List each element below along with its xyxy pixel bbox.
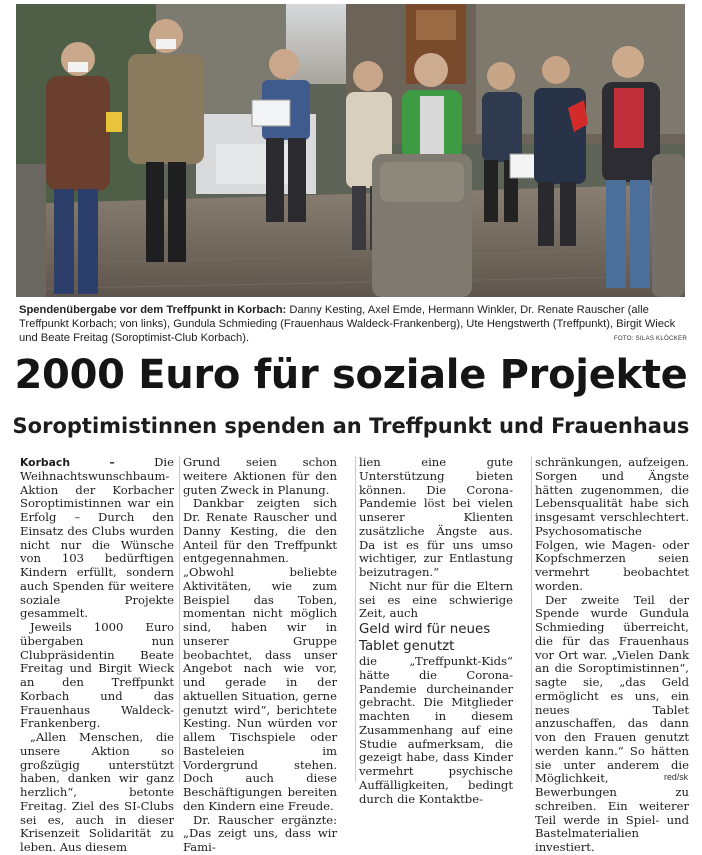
headline: 2000 Euro für soziale Projekte bbox=[14, 352, 688, 398]
subheading: Geld wird für neues Tablet genutzt bbox=[359, 622, 491, 654]
caption-text: Danny Kesting, Axel Emde, Hermann Winkler, Dr. Renate Rauscher (alle Treffpunkt Korbach; von links), Gundula Schmieding (Frauenhaus Waldeck-Frankenberg), Ute Hengstwerth (Treffpunkt), Birgit Wieck und Beate Freitag (Soroptimist-Club Korbach). bbox=[19, 304, 676, 345]
column-3 bbox=[359, 456, 513, 806]
paragraph: „Allen Menschen, die unsere Aktion so großzügig unterstützt haben, danken wir ganz herzlich“, betonte Freitag. Ziel des SI-Clubs sei es, auch in dieser Krisenzeit Solidarität zu leben. Aus diesem bbox=[20, 730, 174, 854]
photo-scene bbox=[16, 4, 685, 297]
author-signature: red/sk bbox=[664, 772, 688, 782]
column-4 bbox=[535, 456, 689, 855]
paragraph: lien eine gute Unterstützung bieten können. Die Corona-Pandemie löst bei vielen unserer Klienten zusätzliche Ängste aus. Da ist es für uns umso wichtiger, zur Entlastung beizutragen.“ bbox=[359, 455, 513, 579]
stone-pillar bbox=[372, 154, 472, 297]
paragraph: Korbach – Die Weihnachtswunschbaum-Aktion der Korbacher Soroptimistinnen war ein Erfolg – Durch den Einsatz des Clubs wurden nicht nur die Wünsche von 103 bedürftigen Kindern erfüllt, sondern auch Spenden für weitere soziale Projekte gesammelt. bbox=[20, 455, 174, 621]
article-photo bbox=[16, 4, 685, 297]
column-divider bbox=[179, 456, 180, 782]
paragraph: Nicht nur für die Eltern sei es eine schwierige Zeit, auch bbox=[359, 578, 513, 621]
photo-caption bbox=[19, 303, 689, 346]
photo-credit: FOTO: SILAS KLÖCKER bbox=[613, 335, 687, 343]
column-1 bbox=[20, 456, 174, 855]
caption-lead: Spendenübergabe vor dem Treffpunkt in Korbach: bbox=[19, 304, 287, 316]
column-divider bbox=[531, 456, 532, 782]
column-2 bbox=[183, 456, 337, 855]
paragraph: Dr. Rauscher ergänzte: „Das zeigt uns, dass wir Fami- bbox=[183, 812, 337, 854]
column-divider bbox=[355, 456, 356, 782]
paragraph: schränkungen, aufzeigen. Sorgen und Ängste hätten zugenommen, die Lebensqualität habe sich insgesamt verschlechtert. Psychosomatische Folgen, wie Magen- oder Kopfschmerzen seien vermehrt beobachtet worden. bbox=[535, 455, 689, 593]
paragraph: Der zweite Teil der Spende wurde Gundula Schmieding überreicht, die für das Frauenhaus vor Ort war. „Vielen Dank an die Soroptimistinnen“, sagte sie, „das Geld ermöglicht es uns, ein neues Tablet anzuschaffen, das dann von den Frauen genutzt werden kann.“ So hätten sie unter anderem die Möglichkeit, Bewerbungen zu schreiben. Ein weiterer Teil werde in Spiel- und Bastelmaterialien investiert. bbox=[535, 592, 689, 854]
paragraph: Grund seien schon weitere Aktionen für den guten Zweck in Planung. bbox=[183, 455, 337, 497]
paragraph: Jeweils 1000 Euro übergaben nun Clubpräsidentin Beate Freitag und Birgit Wieck an den Treffpunkt Korbach und das Frauenhaus Waldeck-Frankenberg. bbox=[20, 620, 174, 731]
dateline: Korbach – bbox=[20, 456, 115, 469]
subheadline: Soroptimistinnen spenden an Treffpunkt und Frauenhaus bbox=[12, 414, 690, 438]
paragraph: Dankbar zeigten sich Dr. Renate Rauscher und Danny Kesting, die den Anteil für den Treffpunkt entgegennahmen. „Obwohl beliebte Aktivitäten, wie zum Beispiel das Toben, momentan nicht möglich sind, haben wir in unserer Gruppe beobachtet, dass unser Angebot nach wie vor, und gerade in der aktuellen Situation, gerne genutzt wird“, berichtete Kesting. Nun würden vor allem Tischspiele oder Basteleien im Vordergrund stehen. Doch auch diese Beschäftigungen bereiten den Kindern eine Freude. bbox=[183, 496, 337, 813]
paragraph: die „Treffpunkt-Kids“ hätte die Corona-Pandemie durcheinander gebracht. Die Mitglieder machten in diesem Zusammenhang auf eine Studie aufmerksam, die gezeigt habe, dass Kinder vermehrt psychische Auffälligkeiten, bedingt durch die Kontaktbe- bbox=[359, 654, 513, 806]
